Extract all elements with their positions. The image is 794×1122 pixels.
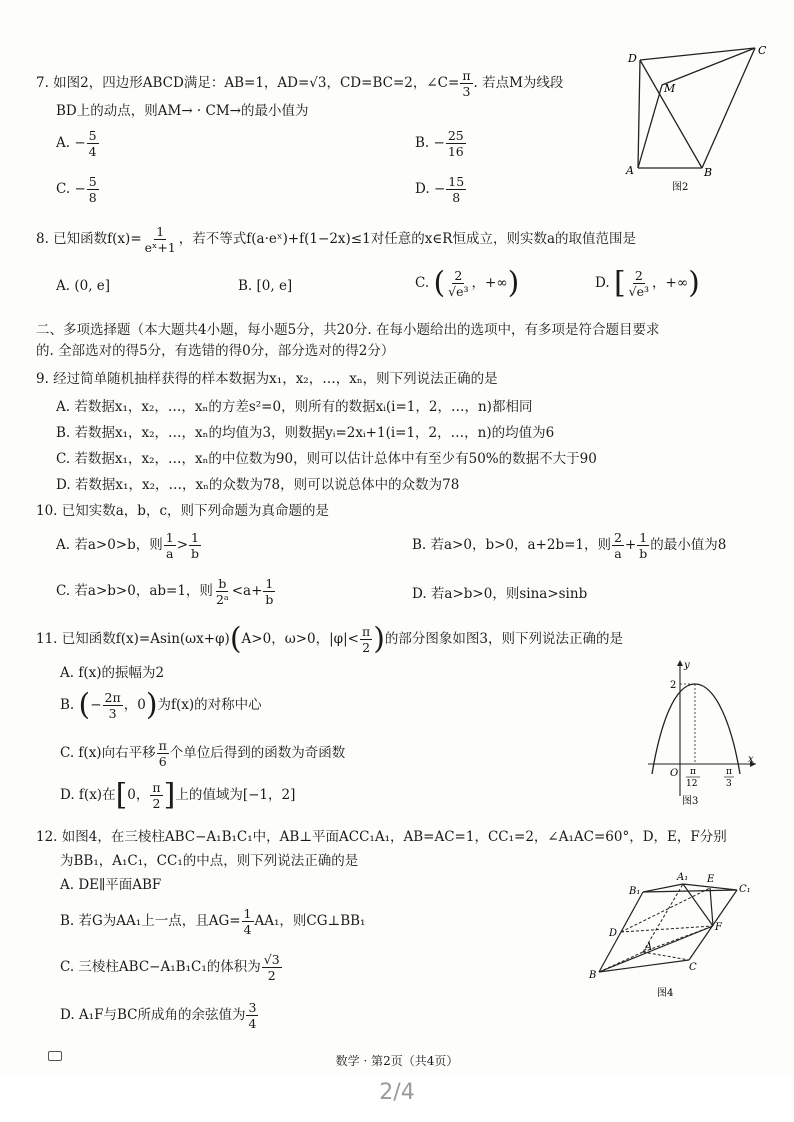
q12-d-num: 3 xyxy=(248,1000,257,1015)
q10-c-d1: 2ᵃ xyxy=(215,592,229,607)
q12-c-num: √3 xyxy=(263,952,280,967)
q8-d-rparen: ) xyxy=(688,265,700,301)
q8-c-num: 2 xyxy=(454,268,463,283)
q10-a-d2: b xyxy=(191,546,200,561)
q11-b-pre: B. xyxy=(60,697,75,713)
fig2-label-b: B xyxy=(704,166,713,179)
q11-phi-frac xyxy=(360,624,372,655)
q8-c-tail: ，+∞ xyxy=(471,275,508,291)
q7-b-label: B. xyxy=(415,135,430,151)
fig4-label-c: C xyxy=(689,962,697,973)
q11-lparen: ( xyxy=(229,621,242,657)
q7-option-d xyxy=(415,174,467,205)
q11-option-d xyxy=(60,777,296,813)
q10-option-d: D. 若a>b>0，则sina>sinb xyxy=(412,586,588,602)
q7-c-label: C. xyxy=(56,181,71,197)
q10-b-d1: a xyxy=(614,546,622,561)
q8-text-b: ，若不等式f(a·eˣ)+f(1−2x)≤1对任意的x∈R恒成立，则实数a的取值范围是 xyxy=(178,231,637,247)
q10-a-d1: a xyxy=(165,546,174,561)
q10-b-frac2 xyxy=(637,530,649,561)
q11-c-num: π xyxy=(158,738,167,753)
q8-d-label: D. xyxy=(595,275,610,291)
q12-b-den: 4 xyxy=(243,922,252,937)
q11-text-a: 11. 已知函数f(x)=Asin(ωx+φ) xyxy=(36,631,230,647)
q11-b-tail: 为f(x)的对称中心 xyxy=(157,697,262,713)
q11-d-lbracket: [ xyxy=(115,777,128,813)
q10-a-mid: > xyxy=(176,537,188,553)
q7-c-frac xyxy=(87,174,99,205)
q10-b-n2: 1 xyxy=(639,530,648,545)
fig3-label-origin: O xyxy=(670,768,679,779)
q8-c-den: √e³ xyxy=(448,284,469,299)
q11-d-zero: 0， xyxy=(127,787,150,803)
q7-option-c xyxy=(56,174,100,205)
fig4-label-c1: C₁ xyxy=(739,884,751,895)
q8-c-label: C. xyxy=(415,275,430,291)
fig3-label-y: y xyxy=(684,660,690,671)
q10-stem: 10. 已知实数a，b，c，则下列命题为真命题的是 xyxy=(36,503,330,519)
fig4-label-e: E xyxy=(707,874,715,885)
section-2-line2: 的. 全部选对的得5分，有选错的得0分，部分选对的得2分） xyxy=(36,343,395,359)
q9-stem: 9. 经过简单随机抽样获得的样本数据为x₁，x₂，…，xₙ，则下列说法正确的是 xyxy=(36,371,498,387)
q11-option-b xyxy=(60,687,262,723)
q11-c-tail: 个单位后得到的函数为奇函数 xyxy=(169,745,346,761)
q10-c-mid: <a+ xyxy=(231,583,263,599)
fig3-tick1-den: 12 xyxy=(686,779,698,789)
q12-c-den: 2 xyxy=(267,968,276,983)
q7-line1 xyxy=(36,68,563,99)
fig2-label-m: M xyxy=(664,82,676,95)
q7-angle-den: 3 xyxy=(462,84,471,99)
q7-a-frac xyxy=(87,128,99,159)
fig2-label-a: A xyxy=(626,164,634,177)
q11-b-lparen: ( xyxy=(78,687,91,723)
fig4-label-b1: B₁ xyxy=(629,886,641,897)
q12-option-a: A. DE∥平面ABF xyxy=(60,877,162,893)
fig2-caption: 图2 xyxy=(672,182,689,193)
q12-d-frac xyxy=(246,1000,258,1031)
q7-text-b: . 若点M为线段 xyxy=(473,75,564,91)
q10-b-n1: 2 xyxy=(614,530,622,545)
q11-option-c xyxy=(60,738,345,769)
fig2-label-c: C xyxy=(758,44,767,57)
fig3-tick1-num: π xyxy=(690,767,696,777)
q8-d-den: √e³ xyxy=(628,284,650,299)
q7-b-den: 16 xyxy=(447,144,464,159)
q8-text-a: 8. 已知函数f(x)= xyxy=(36,231,142,247)
section-2-line1: 二、多项选择题（本大题共4小题，每小题5分，共20分. 在每小题给出的选项中，有多项是符合题目要求 xyxy=(36,322,660,338)
q8-c-lparen: ( xyxy=(433,265,446,301)
q10-c-frac2 xyxy=(263,576,275,607)
q8-f-num: 1 xyxy=(156,224,165,239)
fig4-label-a: A xyxy=(645,942,653,953)
q8-c-frac xyxy=(446,268,470,299)
q9-option-c: C. 若数据x₁，x₂，…，xₙ的中位数为90，则可以估计总体中有至少有50%的数据不大于90 xyxy=(56,451,597,467)
q7-a-label: A. xyxy=(56,135,71,151)
fig3-tick2-num: π xyxy=(726,767,732,777)
q10-b-pre: B. 若a>0，b>0，a+2b=1，则 xyxy=(412,537,611,553)
figure-4-prism xyxy=(585,870,765,1002)
q9-option-d: D. 若数据x₁，x₂，…，xₙ的众数为78，则可以说总体中的众数为78 xyxy=(56,477,460,493)
fig3-tick2-den: 3 xyxy=(726,779,732,789)
q8-d-lbracket: [ xyxy=(613,265,626,301)
q8-option-d xyxy=(595,265,700,301)
q8-c-rparen: ) xyxy=(507,265,520,301)
q10-option-b xyxy=(412,530,726,561)
fig4-caption: 图4 xyxy=(657,988,674,999)
q11-b-minus: − xyxy=(90,697,102,713)
q11-d-rbracket: ] xyxy=(163,777,176,813)
q11-phi-num: π xyxy=(361,624,371,639)
q11-c-den: 6 xyxy=(158,754,167,769)
q7-c-sign: − xyxy=(74,181,86,197)
q11-option-a: A. f(x)的振幅为2 xyxy=(60,665,165,681)
q12-d-den: 4 xyxy=(248,1016,257,1031)
q7-option-b xyxy=(415,128,467,159)
q10-c-frac1 xyxy=(214,576,231,607)
q8-option-c xyxy=(415,265,520,301)
q7-a-sign: − xyxy=(74,135,86,151)
fig4-label-d: D xyxy=(609,928,618,939)
q8-f-frac xyxy=(143,224,178,255)
q7-line2: BD上的动点，则AM→ · CM→的最小值为 xyxy=(56,103,309,119)
q12-line2: 为BB₁，A₁C₁，CC₁的中点，则下列说法正确的是 xyxy=(60,853,359,869)
q12-option-c xyxy=(60,952,283,983)
q8-d-tail: ，+∞ xyxy=(652,275,689,291)
q10-b-d2: b xyxy=(639,546,648,561)
q12-b-num: 1 xyxy=(243,906,252,921)
q11-d-tail: 上的值域为[−1，2] xyxy=(175,787,296,803)
q7-d-sign: − xyxy=(433,181,446,197)
q7-d-label: D. xyxy=(415,181,430,197)
q7-text-a: 7. 如图2，四边形ABCD满足：AB=1，AD=√3，CD=BC=2，∠C= xyxy=(36,75,460,91)
q7-d-frac xyxy=(446,174,466,205)
q11-d-den: 2 xyxy=(152,796,161,811)
q12-option-d xyxy=(60,1000,259,1031)
q12-line1: 12. 如图4，在三棱柱ABC−A₁B₁C₁中，AB⊥平面ACC₁A₁，AB=AC=1，CC₁=2，∠A₁AC=60°，D，E，F分别 xyxy=(36,829,727,845)
page-footer: 数学 · 第2页（共4页） xyxy=(335,1054,459,1068)
q12-d-pre: D. A₁F与BC所成角的余弦值为 xyxy=(60,1007,246,1023)
q10-a-n2: 1 xyxy=(191,530,199,545)
q11-d-pre: D. f(x)在 xyxy=(60,787,116,803)
q11-text-b: A>0，ω>0，|φ|< xyxy=(241,631,359,647)
q8-option-a: A. (0, e] xyxy=(56,278,111,294)
q11-d-num: π xyxy=(152,780,161,795)
section-2-header xyxy=(36,320,756,362)
q11-b-den: 3 xyxy=(108,706,117,721)
fig3-caption: 图3 xyxy=(682,796,699,806)
q11-text-c: 的部分图象如图3，则下列说法正确的是 xyxy=(384,631,623,647)
q11-stem xyxy=(36,621,623,657)
q12-b-tail: AA₁，则CG⊥BB₁ xyxy=(254,913,366,929)
q11-rparen: ) xyxy=(373,621,385,657)
q7-c-num: 5 xyxy=(88,174,97,189)
q8-f-den: eˣ+1 xyxy=(144,240,176,255)
q12-b-frac xyxy=(242,906,254,937)
q10-b-frac1 xyxy=(612,530,624,561)
q9-option-a: A. 若数据x₁，x₂，…，xₙ的方差s²=0，则所有的数据xᵢ(i=1，2，…，n)都相同 xyxy=(56,399,533,415)
q8-d-frac xyxy=(627,268,651,299)
fig4-label-a1: A₁ xyxy=(677,872,689,883)
fig3-label-x: x xyxy=(748,754,754,765)
fig4-label-f: F xyxy=(715,922,722,933)
q7-b-frac xyxy=(446,128,466,159)
q11-c-frac xyxy=(157,738,169,769)
q11-b-num: 2π xyxy=(104,690,121,705)
figure-3-sine-graph xyxy=(640,656,760,806)
q10-a-frac1 xyxy=(164,530,176,561)
fig2-label-d: D xyxy=(628,52,637,65)
q10-a-frac2 xyxy=(189,530,201,561)
q11-c-pre: C. f(x)向右平移 xyxy=(60,745,156,761)
q8-d-num: 2 xyxy=(634,268,643,283)
q11-b-rparen: ) xyxy=(145,687,158,723)
q7-option-a xyxy=(56,128,100,159)
q11-b-frac xyxy=(103,690,123,721)
fig3-label-two: 2 xyxy=(670,680,677,691)
fig4-label-b: B xyxy=(589,970,597,981)
q7-angle-num: π xyxy=(462,68,471,83)
q7-angle-fraction xyxy=(460,68,472,99)
q7-a-den: 4 xyxy=(88,144,97,159)
q10-a-pre: A. 若a>0>b，则 xyxy=(56,537,163,553)
q10-a-n1: 1 xyxy=(165,530,174,545)
q7-b-sign: − xyxy=(433,135,445,151)
q11-d-frac xyxy=(150,780,162,811)
page-indicator: 2/4 xyxy=(379,1080,415,1105)
q10-option-c xyxy=(56,576,276,607)
q10-b-tail: 的最小值为8 xyxy=(650,537,727,553)
q10-option-a xyxy=(56,530,202,561)
q7-d-num: 15 xyxy=(448,174,465,189)
q12-b-pre: B. 若G为AA₁上一点，且AG= xyxy=(60,913,241,929)
q12-option-b xyxy=(60,906,365,937)
q10-c-n2: 1 xyxy=(265,576,274,591)
q11-phi-den: 2 xyxy=(362,640,371,655)
q7-c-den: 8 xyxy=(88,190,97,205)
q7-a-num: 5 xyxy=(88,128,97,143)
q10-c-n1: b xyxy=(218,576,227,591)
q12-c-pre: C. 三棱柱ABC−A₁B₁C₁的体积为 xyxy=(60,959,261,975)
q9-option-b: B. 若数据x₁，x₂，…，xₙ的均值为3，则数据yᵢ=2xᵢ+1(i=1，2，…，n)的均值为6 xyxy=(56,425,555,441)
q10-b-mid: + xyxy=(624,537,637,553)
q11-b-zero: ，0 xyxy=(123,697,146,713)
figure-2-quadrilateral xyxy=(620,40,770,200)
q8-option-b: B. [0, e] xyxy=(238,278,293,294)
q10-c-d2: b xyxy=(265,592,274,607)
q8-stem xyxy=(36,224,636,255)
q10-c-pre: C. 若a>b>0，ab=1，则 xyxy=(56,583,213,599)
q12-c-frac xyxy=(262,952,282,983)
q7-d-den: 8 xyxy=(452,190,461,205)
q7-b-num: 25 xyxy=(447,128,464,143)
